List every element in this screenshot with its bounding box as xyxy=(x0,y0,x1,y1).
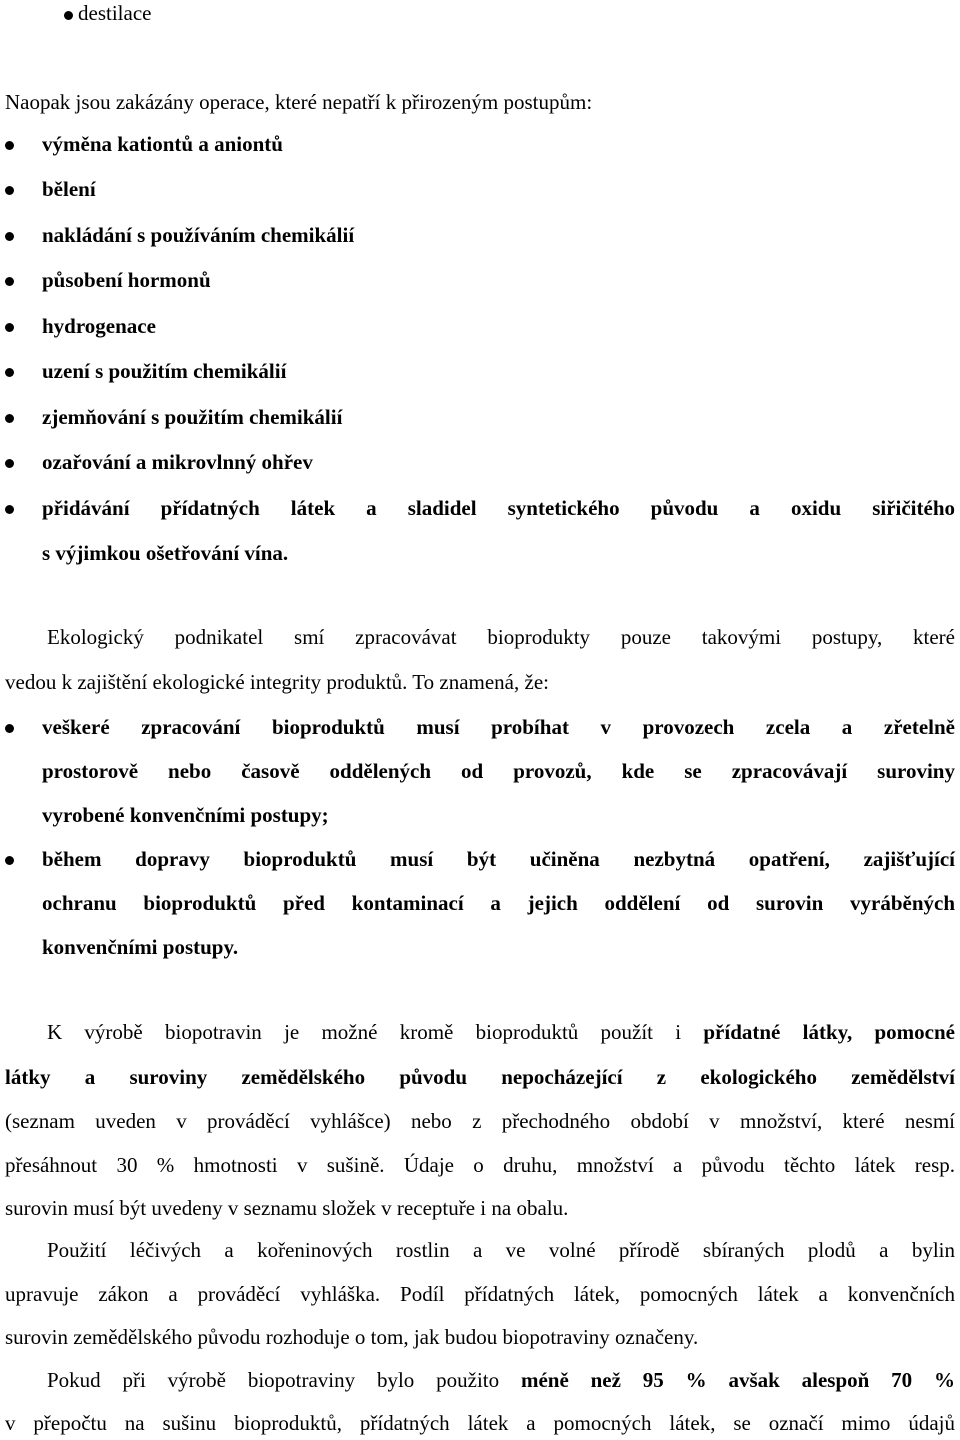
list-item-continuation: vyrobené konvenčními postupy; xyxy=(42,803,329,827)
paragraph-line: přesáhnout 30 % hmotnosti v sušině. Údaje o druhu, množství a původu těchto látek resp. xyxy=(5,1153,955,1177)
list-item: během dopravy bioproduktů musí být učiněna nezbytná opatření, zajišťující xyxy=(42,847,955,871)
list-item: bělení xyxy=(42,177,96,201)
paragraph-line: surovin zemědělského původu rozhoduje o tom, jak budou biopotraviny označeny. xyxy=(5,1325,699,1349)
bullet-icon xyxy=(64,11,73,20)
bullet-icon xyxy=(5,724,14,733)
paragraph-line: (seznam uveden v prováděcí vyhlášce) nebo z přechodného období v množství, které nesmí xyxy=(5,1109,955,1133)
list-item: přidávání přídatných látek a sladidel syntetického původu a oxidu siřičitého xyxy=(42,496,955,520)
paragraph-line xyxy=(47,1370,955,1391)
bullet-icon xyxy=(5,856,14,865)
bullet-icon xyxy=(5,368,14,377)
bullet-icon xyxy=(5,459,14,468)
paragraph-line: surovin musí být uvedeny v seznamu složek v receptuře i na obalu. xyxy=(5,1196,569,1220)
list-item: nakládání s používáním chemikálií xyxy=(42,223,355,247)
paragraph-text: Pokud při výrobě biopotraviny bylo použito xyxy=(47,1368,500,1392)
bullet-icon xyxy=(5,141,14,150)
paragraph-line: Použití léčivých a kořeninových rostlin a ve volné přírodě sbíraných plodů a bylin xyxy=(47,1238,955,1262)
paragraph-line: vedou k zajištění ekologické integrity produktů. To znamená, že: xyxy=(5,670,549,694)
list-item-continuation: prostorově nebo časově oddělených od provozů, kde se zpracovávají suroviny xyxy=(42,759,955,783)
list-item: uzení s použitím chemikálií xyxy=(42,359,287,383)
paragraph-line: v přepočtu na sušinu bioproduktů, přídatných látek a pomocných látek, se označí mimo údajů xyxy=(5,1411,955,1435)
paragraph-text-bold: méně než 95 % avšak alespoň 70 % xyxy=(520,1368,955,1392)
paragraph-intro: Naopak jsou zakázány operace, které nepatří k přirozeným postupům: xyxy=(5,90,593,114)
list-item: hydrogenace xyxy=(42,314,156,338)
bullet-icon xyxy=(5,414,14,423)
paragraph-text-bold: přídatné látky, pomocné xyxy=(703,1020,955,1044)
paragraph-text: K výrobě biopotravin je možné kromě bioproduktů použít i xyxy=(47,1020,682,1044)
list-item: působení hormonů xyxy=(42,268,211,292)
list-item: ozařování a mikrovlnný ohřev xyxy=(42,450,313,474)
bullet-icon xyxy=(5,505,14,514)
bullet-icon xyxy=(5,323,14,332)
list-item: veškeré zpracování bioproduktů musí probíhat v provozech zcela a zřetelně xyxy=(42,715,955,739)
paragraph-line: upravuje zákon a prováděcí vyhláška. Podíl přídatných látek, pomocných látek a konvenčních xyxy=(5,1282,955,1306)
paragraph-line: Ekologický podnikatel smí zpracovávat bioprodukty pouze takovými postupy, které xyxy=(47,625,955,649)
list-item: výměna kationtů a aniontů xyxy=(42,132,283,156)
list-item: destilace xyxy=(78,1,152,25)
list-item-continuation: s výjimkou ošetřování vína. xyxy=(42,541,289,565)
bullet-icon xyxy=(5,232,14,241)
bullet-icon xyxy=(5,277,14,286)
list-item-continuation: konvenčními postupy. xyxy=(42,935,239,959)
list-item: zjemňování s použitím chemikálií xyxy=(42,405,343,429)
paragraph-line: látky a suroviny zemědělského původu nepocházející z ekologického zemědělství xyxy=(5,1065,955,1089)
bullet-icon xyxy=(5,186,14,195)
list-item-continuation: ochranu bioproduktů před kontaminací a jejich oddělení od surovin vyráběných xyxy=(42,891,955,915)
paragraph-line xyxy=(47,1022,955,1043)
